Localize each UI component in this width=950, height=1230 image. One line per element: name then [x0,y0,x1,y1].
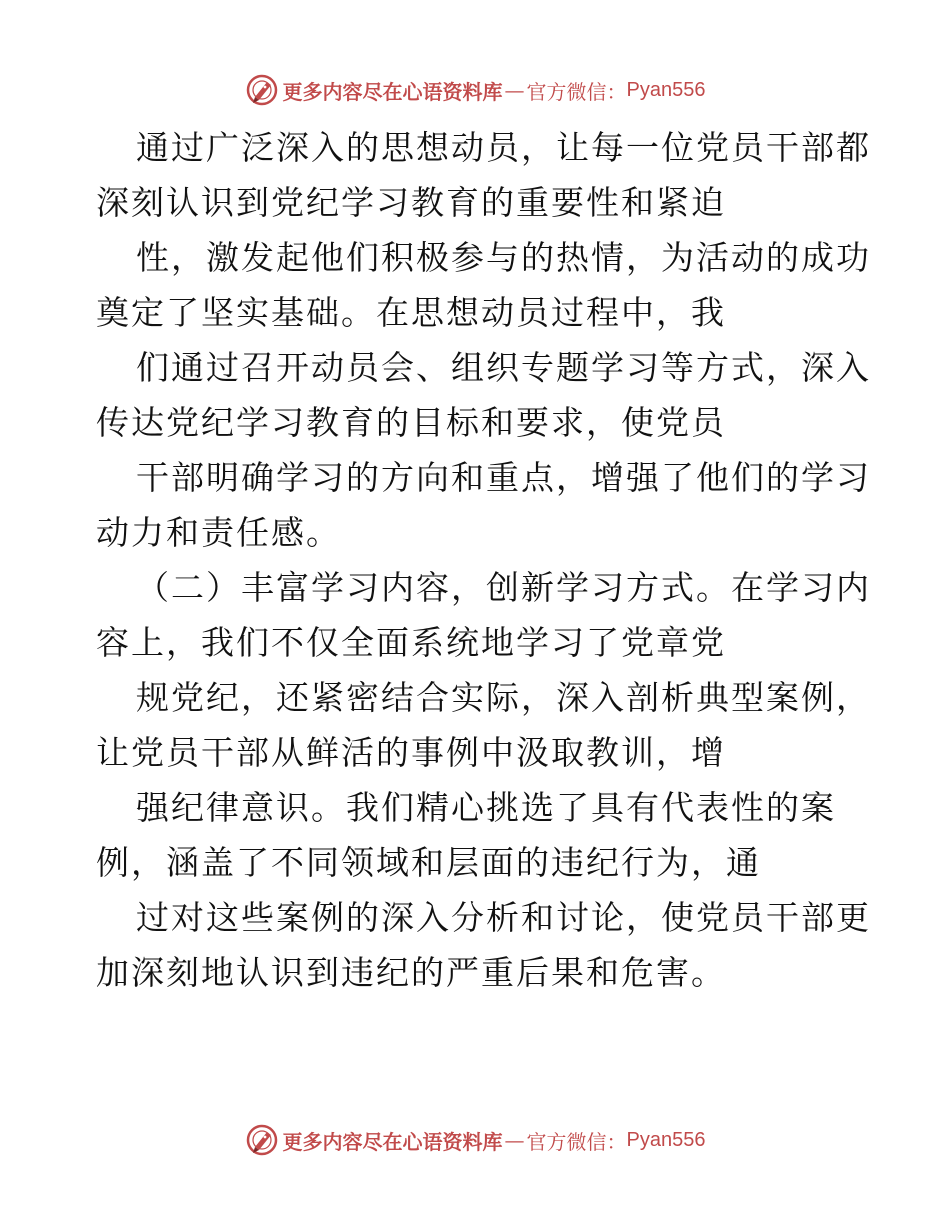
paragraph-line: 干部明确学习的方向和重点，增强了他们的学习 [136,458,871,497]
document-body [96,120,871,1000]
watermark-dash: — [504,1128,525,1152]
paragraph-line: 动力和责任感。 [96,513,341,552]
watermark-wechat-account: Pyan556 [626,1128,706,1151]
paragraph-line: 通过广泛深入的思想动员，让每一位党员干部都 [136,128,871,167]
watermark-brand-text: 更多内容尽在心语资料库 [282,1129,503,1154]
pen-nib-circle-icon [245,1123,279,1157]
paragraph-line: （二）丰富学习内容，创新学习方式。在学习内 [136,568,871,607]
paragraph-line: 规党纪，还紧密结合实际，深入剖析典型案例， [136,678,871,717]
paragraph-line: 传达党纪学习教育的目标和要求，使党员 [96,403,726,442]
watermark-wechat-account: Pyan556 [626,78,706,101]
paragraph-line: 深刻认识到党纪学习教育的重要性和紧迫 [96,183,726,222]
paragraph-line: 强纪律意识。我们精心挑选了具有代表性的案 [136,788,836,827]
paragraph-line: 性，激发起他们积极参与的热情，为活动的成功 [136,238,871,277]
header-watermark-banner [0,70,950,110]
watermark-wechat-label: 官方微信： [526,1129,627,1154]
paragraph-line: 奠定了坚实基础。在思想动员过程中，我 [96,293,726,332]
paragraph-line: 例，涵盖了不同领域和层面的违纪行为，通 [96,843,761,882]
watermark-wechat-label: 官方微信： [526,79,627,104]
paragraph-line: 容上，我们不仅全面系统地学习了党章党 [96,623,726,662]
watermark-dash: — [504,78,525,102]
paragraph-line: 过对这些案例的深入分析和讨论，使党员干部更 [136,898,871,937]
paragraph-line: 让党员干部从鲜活的事例中汲取教训，增 [96,733,726,772]
watermark-brand-text: 更多内容尽在心语资料库 [282,79,503,104]
paragraph-line: 们通过召开动员会、组织专题学习等方式，深入 [136,348,871,387]
pen-nib-circle-icon [245,73,279,107]
footer-watermark-banner [0,1120,950,1160]
paragraph-line: 加深刻地认识到违纪的严重后果和危害。 [96,953,726,992]
